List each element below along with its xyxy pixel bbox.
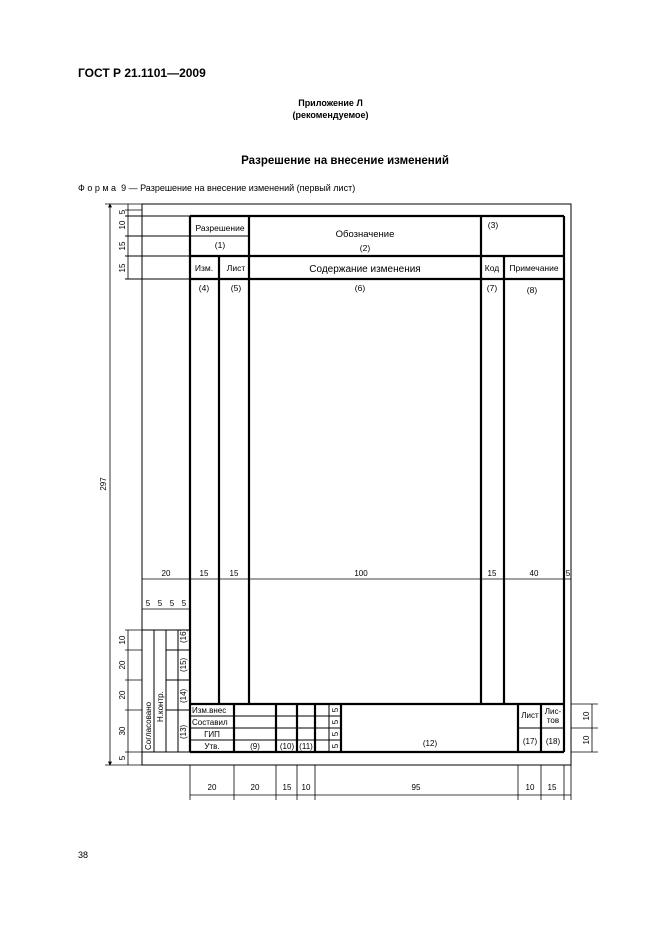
dim-b-20b: 20 <box>250 783 260 792</box>
col-kod: Код <box>484 263 500 273</box>
field-10: (10) <box>279 742 295 751</box>
dim-stamp-5a: 5 <box>331 707 340 713</box>
dim-side-5a: 5 <box>145 599 151 608</box>
form-grid <box>190 216 564 752</box>
field-5: (5) <box>230 283 242 293</box>
dim-left-top-5: 5 <box>118 209 127 215</box>
caption-text: 9 — Разрешение на внесение изменений (первый лист) <box>121 183 356 193</box>
field-8: (8) <box>526 285 538 295</box>
stamp-list: Лист <box>521 711 539 720</box>
stamp-izm-vnes: Изм.внес <box>192 706 227 715</box>
sidebar-n-kontr: Н.контр. <box>156 691 165 722</box>
caption-prefix: Ф о р м а <box>78 183 117 193</box>
field-3: (3) <box>487 220 499 230</box>
dim-lb-20b: 20 <box>118 690 127 700</box>
col-soderzhanie: Содержание изменения <box>309 264 421 275</box>
dim-side-5b: 5 <box>157 599 163 608</box>
dim-row-20: 20 <box>161 569 171 578</box>
dim-left-top-10: 10 <box>118 220 127 230</box>
dim-b-15b: 15 <box>547 783 557 792</box>
dim-stamp-5b: 5 <box>331 719 340 725</box>
field-15: (15) <box>179 657 188 672</box>
stamp-utv: Утв. <box>204 742 220 751</box>
field-13: (13) <box>179 724 188 739</box>
section-title: Разрешение на внесение изменений <box>241 155 449 167</box>
dim-row-15a: 15 <box>199 569 209 578</box>
field-14: (14) <box>179 688 188 703</box>
appendix-status: (рекомендуемое) <box>292 110 369 120</box>
dim-b-10b: 10 <box>525 783 535 792</box>
dim-lb-10: 10 <box>118 635 127 645</box>
dim-row-40: 40 <box>529 569 539 578</box>
appendix-label: Приложение Л <box>298 98 363 108</box>
field-17: (17) <box>522 737 538 746</box>
field-1: (1) <box>214 240 226 250</box>
dim-lb-30: 30 <box>118 726 127 736</box>
razreshenie-label: Разрешение <box>195 223 245 233</box>
dim-b-10: 10 <box>301 783 311 792</box>
field-6: (6) <box>354 283 366 293</box>
stamp-sostavil: Составил <box>192 718 228 727</box>
field-18: (18) <box>545 737 561 746</box>
dim-row-15b: 15 <box>229 569 239 578</box>
col-list: Лист <box>226 263 246 273</box>
dim-b-20a: 20 <box>207 783 217 792</box>
field-7: (7) <box>486 283 498 293</box>
field-2: (2) <box>359 243 371 253</box>
dim-side-5c: 5 <box>169 599 175 608</box>
col-izm: Изм. <box>194 263 214 273</box>
dim-b-15: 15 <box>282 783 292 792</box>
page-number: 38 <box>78 850 89 860</box>
field-12: (12) <box>422 739 438 748</box>
dim-b-95: 95 <box>411 783 421 792</box>
dim-right-10b: 10 <box>582 735 591 745</box>
dim-stamp-5c: 5 <box>331 731 340 737</box>
dim-297: 297 <box>99 477 108 491</box>
dim-lb-5: 5 <box>118 755 127 761</box>
field-11: (11) <box>299 742 313 751</box>
oboznachenie-label: Обозначение <box>335 229 395 240</box>
dim-lb-20a: 20 <box>118 660 127 670</box>
field-9: (9) <box>250 742 260 751</box>
col-primechanie: Примечание <box>509 263 559 273</box>
dim-stamp-5d: 5 <box>331 743 340 749</box>
stamp-listov-2: тов <box>546 716 560 725</box>
document-id: ГОСТ Р 21.1101—2009 <box>78 66 206 80</box>
field-16: (16) <box>179 628 188 643</box>
dim-right-10a: 10 <box>582 711 591 721</box>
dim-row-100: 100 <box>354 569 368 578</box>
dim-side-5d: 5 <box>181 599 187 608</box>
field-4: (4) <box>198 283 210 293</box>
dim-left-top-15b: 15 <box>118 263 127 273</box>
stamp-listov-1: Лис- <box>544 707 562 716</box>
dim-left-top-15a: 15 <box>118 241 127 251</box>
dim-row-15c: 15 <box>487 569 497 578</box>
dim-row-5: 5 <box>565 569 571 578</box>
sidebar-soglasovano: Согласовано <box>144 701 153 750</box>
stamp-gip: ГИП <box>204 730 220 739</box>
